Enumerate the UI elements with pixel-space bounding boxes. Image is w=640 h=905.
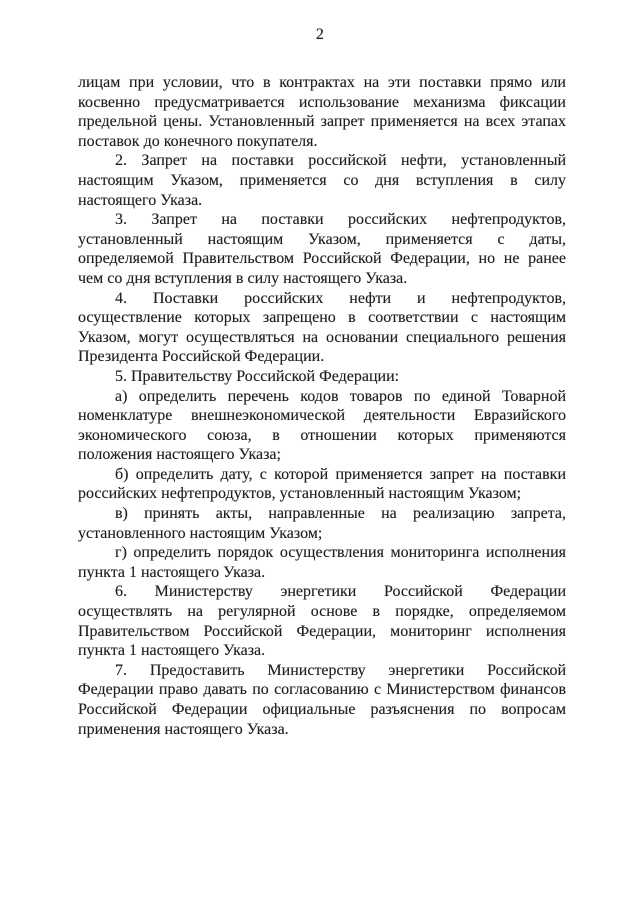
text-line: а) определить перечень кодов товаров по единой Товарной bbox=[115, 387, 566, 405]
text-line: предельной цены. Установленный запрет применяется на всех этапах bbox=[78, 113, 566, 131]
paragraph bbox=[78, 367, 566, 387]
text-line: в) принять акты, направленные на реализацию запрета, bbox=[115, 505, 566, 523]
paragraph bbox=[78, 210, 566, 288]
text-line: установленный настоящим Указом, применяется с даты, bbox=[78, 230, 566, 248]
paragraph bbox=[78, 73, 566, 151]
text-line: Президента Российской Федерации. bbox=[78, 348, 325, 366]
text-line: б) определить дату, с которой применяется запрет на поставки bbox=[115, 465, 566, 483]
text-line: Правительством Российской Федерации, мониторинг исполнения bbox=[78, 622, 566, 640]
paragraph bbox=[78, 151, 566, 210]
text-line: применения настоящего Указа. bbox=[78, 720, 289, 738]
text-line: установленного настоящим Указом; bbox=[78, 524, 323, 542]
text-line: поставок до конечного покупателя. bbox=[78, 132, 318, 150]
text-line: определяемой Правительством Российской Федерации, но не ранее bbox=[78, 250, 566, 268]
document-body bbox=[78, 73, 566, 739]
paragraph bbox=[78, 582, 566, 660]
text-line: пункта 1 настоящего Указа. bbox=[78, 642, 266, 660]
text-line: чем со дня вступления в силу настоящего Указа. bbox=[78, 269, 408, 287]
page-number: 2 bbox=[315, 26, 325, 43]
text-line: Указом, могут осуществляться на основании специального решения bbox=[78, 328, 566, 346]
text-line: экономического союза, в отношении которых применяются bbox=[78, 426, 566, 444]
paragraph bbox=[78, 504, 566, 543]
text-line: косвенно предусматривается использование механизма фиксации bbox=[78, 93, 566, 111]
text-line: лицам при условии, что в контрактах на эти поставки прямо или bbox=[78, 74, 566, 91]
text-line: осуществление которых запрещено в соответствии с настоящим bbox=[78, 309, 566, 327]
text-line: номенклатуре внешнеэкономической деятельности Евразийского bbox=[78, 407, 566, 425]
text-line: Федерации право давать по согласованию с Министерством финансов bbox=[78, 681, 566, 699]
paragraph bbox=[78, 289, 566, 367]
paragraph bbox=[78, 661, 566, 739]
text-line: 3. Запрет на поставки российских нефтепродуктов, bbox=[115, 211, 566, 229]
paragraph bbox=[78, 387, 566, 465]
text-line: 7. Предоставить Министерству энергетики Российской bbox=[115, 661, 566, 679]
text-line: российских нефтепродуктов, установленный настоящим Указом; bbox=[78, 485, 522, 503]
text-line: Российской Федерации официальные разъяснения по вопросам bbox=[78, 701, 566, 718]
text-line: пункта 1 настоящего Указа. bbox=[78, 563, 266, 581]
text-line: 4. Поставки российских нефти и нефтепродуктов, bbox=[115, 289, 566, 307]
text-line: настоящего Указа. bbox=[78, 191, 203, 209]
text-line: осуществлять на регулярной основе в порядке, определяемом bbox=[78, 603, 566, 621]
text-line: г) определить порядок осуществления мониторинга исполнения bbox=[115, 544, 566, 562]
paragraph bbox=[78, 543, 566, 582]
text-line: положения настоящего Указа; bbox=[78, 446, 281, 464]
text-line: 2. Запрет на поставки российской нефти, установленный bbox=[115, 152, 566, 170]
text-line: 5. Правительству Российской Федерации: bbox=[115, 367, 400, 385]
text-line: настоящим Указом, применяется со дня вступления в силу bbox=[78, 171, 566, 189]
paragraph bbox=[78, 465, 566, 504]
text-line: 6. Министерству энергетики Российской Федерации bbox=[115, 583, 566, 601]
